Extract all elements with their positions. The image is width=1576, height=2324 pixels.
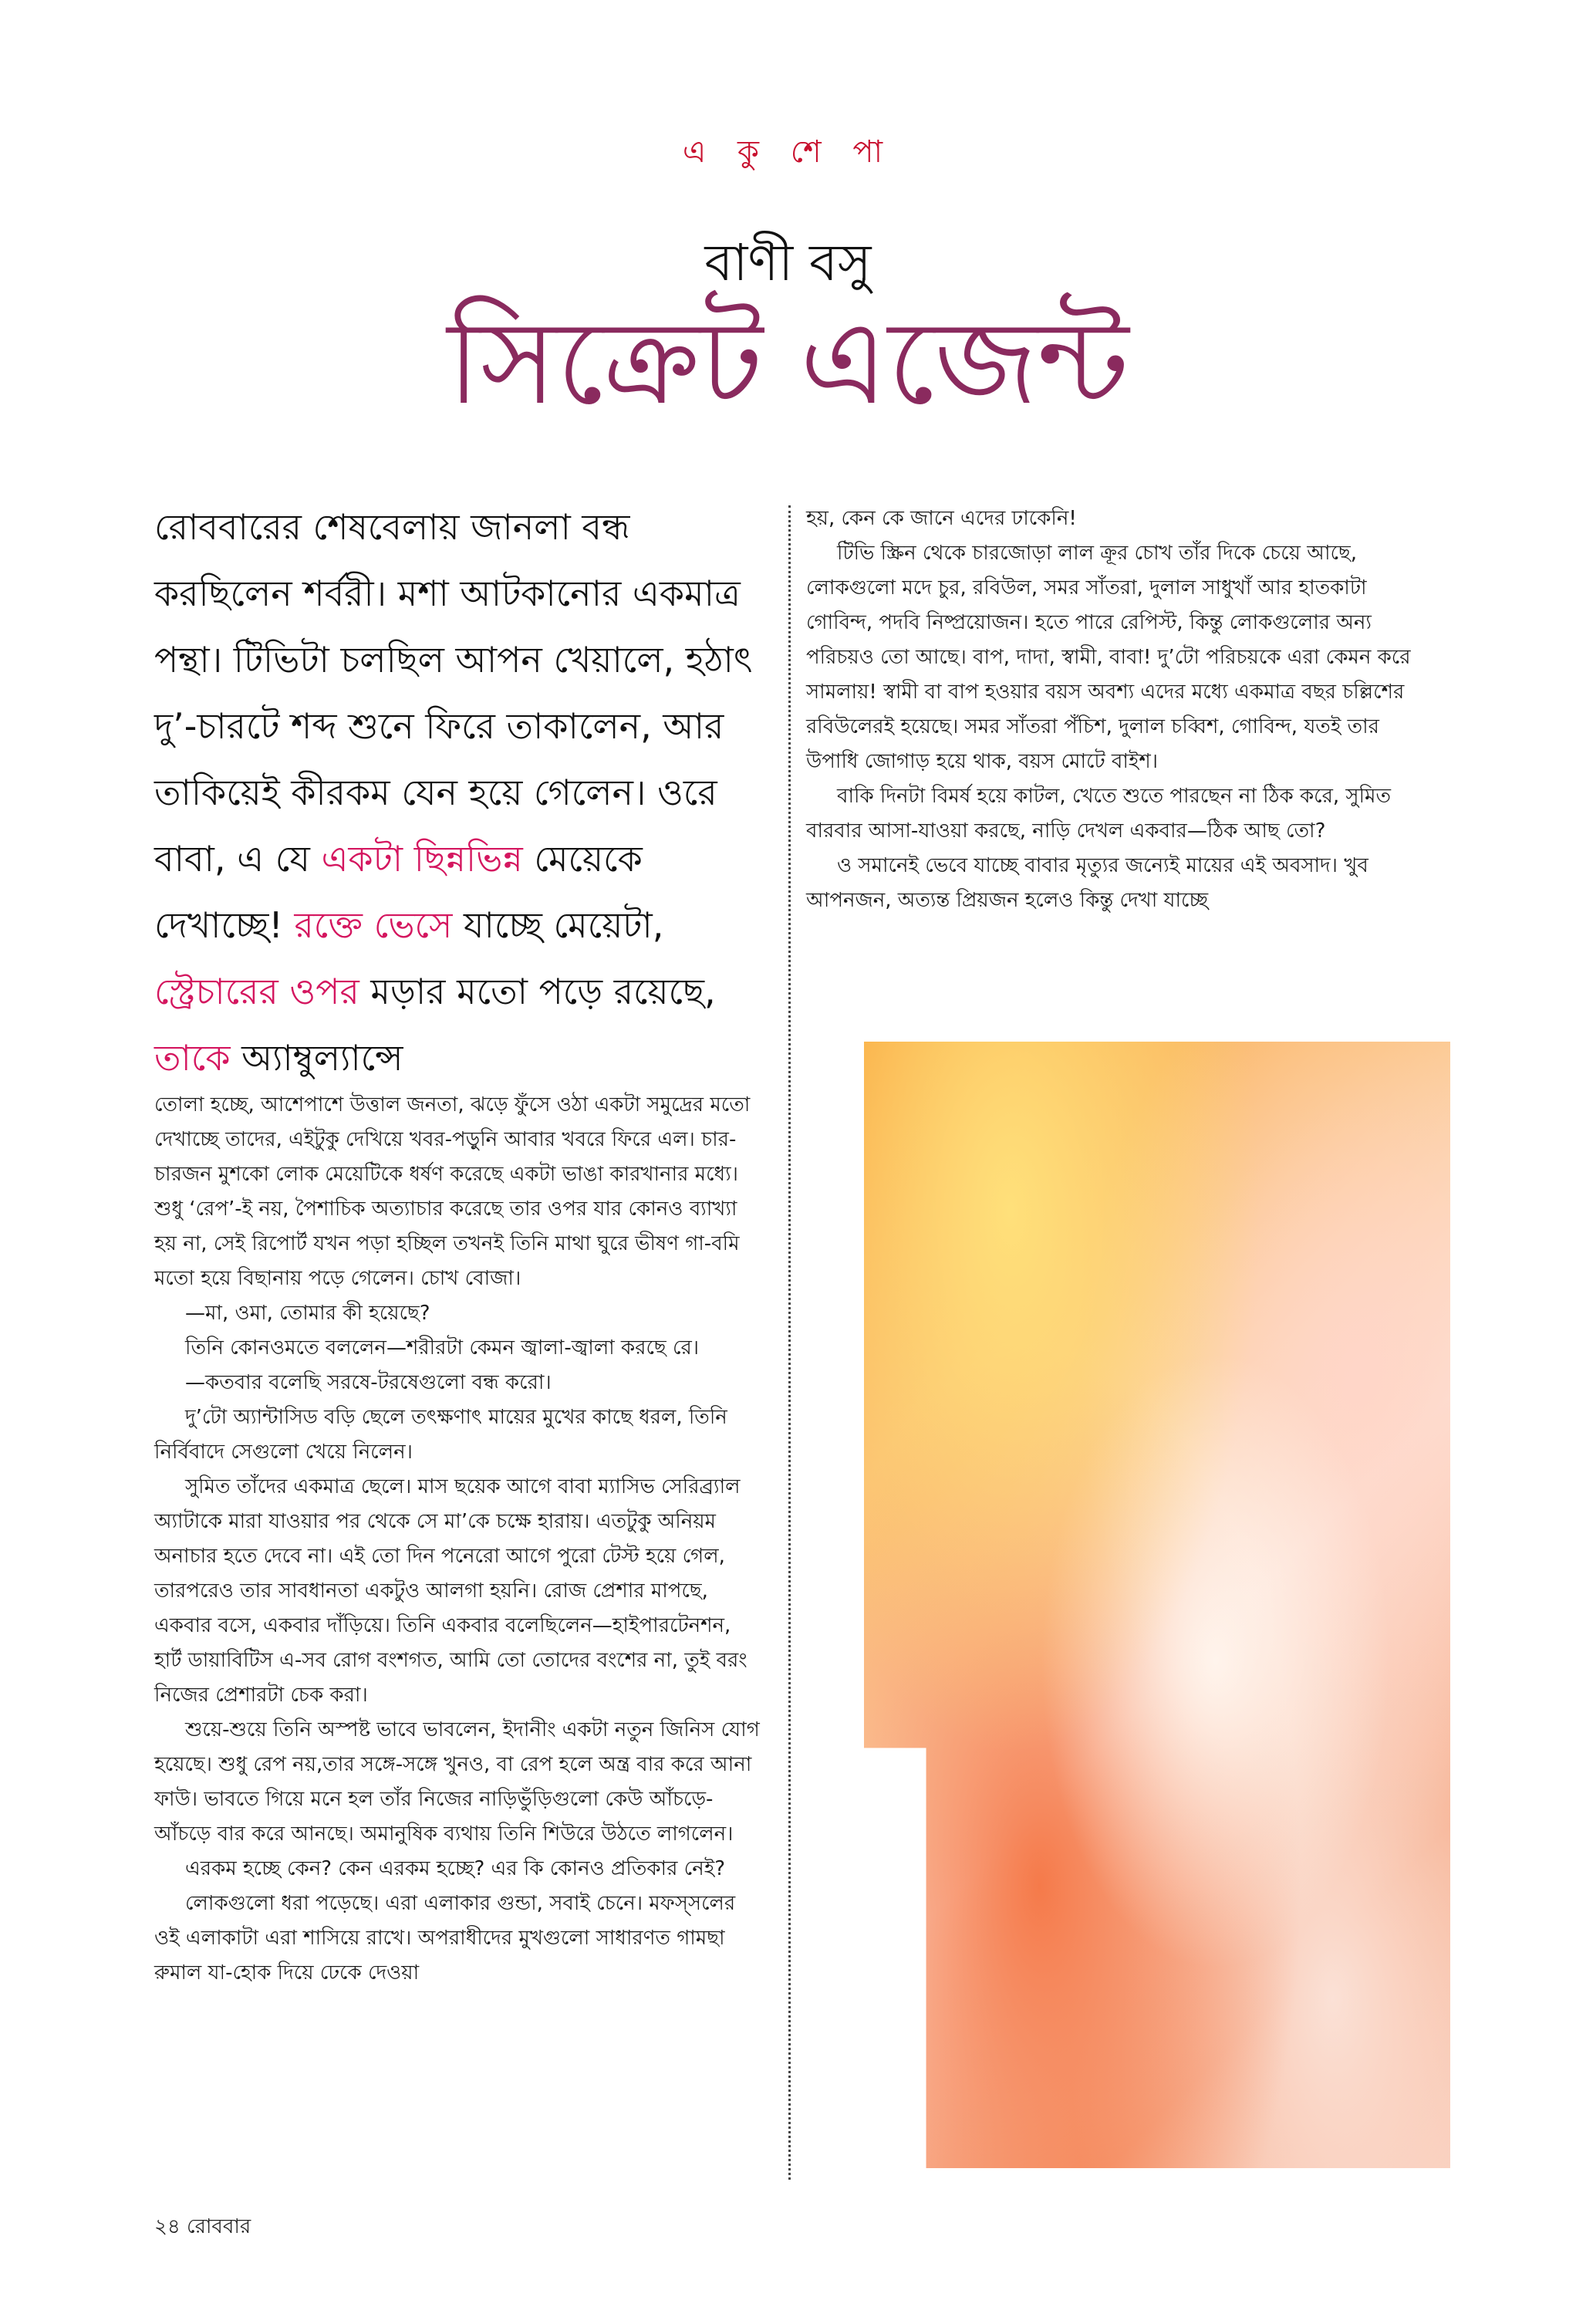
story-title: সিক্রেট এজেন্ট xyxy=(447,296,1129,431)
body-paragraph: তোলা হচ্ছে, আশেপাশে উত্তাল জনতা, ঝড়ে ফুঁসে ওঠা একটা সমুদ্রের মতো দেখাচ্ছে তাদের, এইটুকু দেখিয়ে খবর-পড়ুনি আবার খবরে ফিরে এল। চার-চারজন মুশকো লোক মেয়েটিকে ধর্ষণ করেছে একটা ভাঙা কারখানার মধ্যে। শুধু ‘রেপ’-ই নয়, পৈশাচিক অত্যাচার করেছে তার ওপর যার কোনও ব্যাখ্যা হয় না, সেই রিপোর্ট যখন পড়া হচ্ছিল তখনই তিনি মাথা ঘুরে ভীষণ গা-বমি মতো হয়ে বিছানায় পড়ে গেলেন। চোখ বোজা। xyxy=(154,1093,751,1290)
body-paragraph: —মা, ওমা, তোমার কী হয়েছে? xyxy=(185,1302,430,1325)
body-paragraph: লোকগুলো ধরা পড়েছে। এরা এলাকার গুন্ডা, সবাই চেনে। মফস্সলের ওই এলাকাটা এরা শাসিয়ে রাখে। অপরাধীদের মুখগুলো সাধারণত গামছা রুমাল যা-হোক দিয়ে ঢেকে দেওয়া xyxy=(154,1892,736,1985)
body-paragraph: টিভি স্ক্রিন থেকে চারজোড়া লাল ক্রূর চোখ তাঁর দিকে চেয়ে আছে, লোকগুলো মদে চুর, রবিউল, সমর সাঁতরা, দুলাল সাধুখাঁ আর হাতকাটা গোবিন্দ, পদবি নিষ্প্রয়োজন। হতে পারে রেপিস্ট, কিন্তু লোকগুলোর অন্য পরিচয়ও তো আছে। বাপ, দাদা, স্বামী, বাবা! দু’টো পরিচয়কে এরা কেমন করে সামলায়! স্বামী বা বাপ হওয়ার বয়স অবশ্য এদের মধ্যে একমাত্র বছর চল্লিশের রবিউলেরই হয়েছে। সমর সাঁতরা পঁচিশ, দুলাল চব্বিশ, গোবিন্দ, যতই তার উপাধি জোগাড় হয়ে থাক, বয়স মোটে বাইশ। xyxy=(806,542,1411,773)
lead-text-3: যাচ্ছে মেয়েটা, xyxy=(452,904,664,946)
lead-highlight-4: তাকে xyxy=(154,1037,231,1079)
body-paragraph: হয়, কেন কে জানে এদের ঢাকেনি! xyxy=(806,507,1077,530)
flower-petal-photo xyxy=(864,1042,1450,2168)
lead-text-4: মড়ার মতো পড়ে রয়েছে, xyxy=(359,971,716,1012)
page-folio: ২৪ রোববার xyxy=(154,2215,251,2238)
body-paragraph: বাকি দিনটা বিমর্ষ হয়ে কাটল, খেতে শুতে পারছেন না ঠিক করে, সুমিত বারবার আসা-যাওয়া করছে, নাড়ি দেখল একবার—ঠিক আছ তো? xyxy=(806,785,1391,843)
lead-text-5: অ্যাম্বুল্যান্সে xyxy=(230,1037,403,1079)
lead-highlight-3: স্ট্রেচারের ওপর xyxy=(154,971,359,1012)
lead-highlight-1: একটা ছিন্নভিন্ন xyxy=(321,838,523,880)
lead-paragraph xyxy=(154,494,764,1091)
body-paragraph: তিনি কোনওমতে বললেন—শরীরটা কেমন জ্বালা-জ্বালা করছে রে। xyxy=(185,1336,700,1360)
body-paragraph: ও সমানেই ভেবে যাচ্ছে বাবার মৃত্যুর জন্যেই মায়ের এই অবসাদ। খুব আপনজন, অত্যন্ত প্রিয়জন হলেও কিন্তু দেখা যাচ্ছে xyxy=(806,854,1368,912)
body-paragraph: দু’টো অ্যান্টাসিড বড়ি ছেলে তৎক্ষণাৎ মায়ের মুখের কাছে ধরল, তিনি নির্বিবাদে সেগুলো খেয়ে নিলেন। xyxy=(154,1406,727,1464)
lead-text-1: রোববারের শেষবেলায় জানলা বন্ধ করছিলেন শর্বরী। মশা আটকানোর একমাত্র পন্থা। টিভিটা চলছিল আপন খেয়ালে, হঠাৎ দু’-চারটে শব্দ শুনে ফিরে তাকালেন, আর তাকিয়েই কীরকম যেন হয়ে গেলেন। ওরে বাবা, এ যে xyxy=(154,506,753,880)
column-divider xyxy=(788,505,791,2180)
body-paragraph: এরকম হচ্ছে কেন? কেন এরকম হচ্ছে? এর কি কোনও প্রতিকার নেই? xyxy=(185,1857,726,1880)
lead-text-2: মেয়েকে দেখাচ্ছে! xyxy=(154,838,643,946)
section-kicker: এ কু শে পা xyxy=(682,134,894,170)
author-name: বাণী বসু xyxy=(704,233,872,292)
body-paragraph: —কতবার বলেছি সরষে-টরষেগুলো বন্ধ করো। xyxy=(185,1371,552,1394)
body-column-left xyxy=(154,1088,764,1991)
body-column-right xyxy=(806,502,1423,918)
body-paragraph: সুমিত তাঁদের একমাত্র ছেলে। মাস ছয়েক আগে বাবা ম্যাসিভ সেরিব্র্যাল অ্যাটাকে মারা যাওয়ার পর থেকে সে মা’কে চক্ষে হারায়। এতটুকু অনিয়ম অনাচার হতে দেবে না। এই তো দিন পনেরো আগে পুরো টেস্ট হয়ে গেল, তারপরেও তার সাবধানতা একটুও আলগা হয়নি। রোজ প্রেশার মাপছে, একবার বসে, একবার দাঁড়িয়ে। তিনি একবার বলেছিলেন—হাইপারটেনশন, হার্ট ডায়াবিটিস এ-সব রোগ বংশগত, আমি তো তোদের বংশের না, তুই বরং নিজের প্রেশারটা চেক করা। xyxy=(154,1475,748,1707)
lead-highlight-2: রক্তে ভেসে xyxy=(294,904,453,946)
body-paragraph: শুয়ে-শুয়ে তিনি অস্পষ্ট ভাবে ভাবলেন, ইদানীং একটা নতুন জিনিস যোগ হয়েছে। শুধু রেপ নয়,তার সঙ্গে-সঙ্গে খুনও, বা রেপ হলে অন্ত্র বার করে আনা ফাউ। ভাবতে গিয়ে মনে হল তাঁর নিজের নাড়িভুঁড়িগুলো কেউ আঁচড়ে-আঁচড়ে বার করে আনছে। অমানুষিক ব্যথায় তিনি শিউরে উঠতে লাগলেন। xyxy=(154,1718,760,1846)
